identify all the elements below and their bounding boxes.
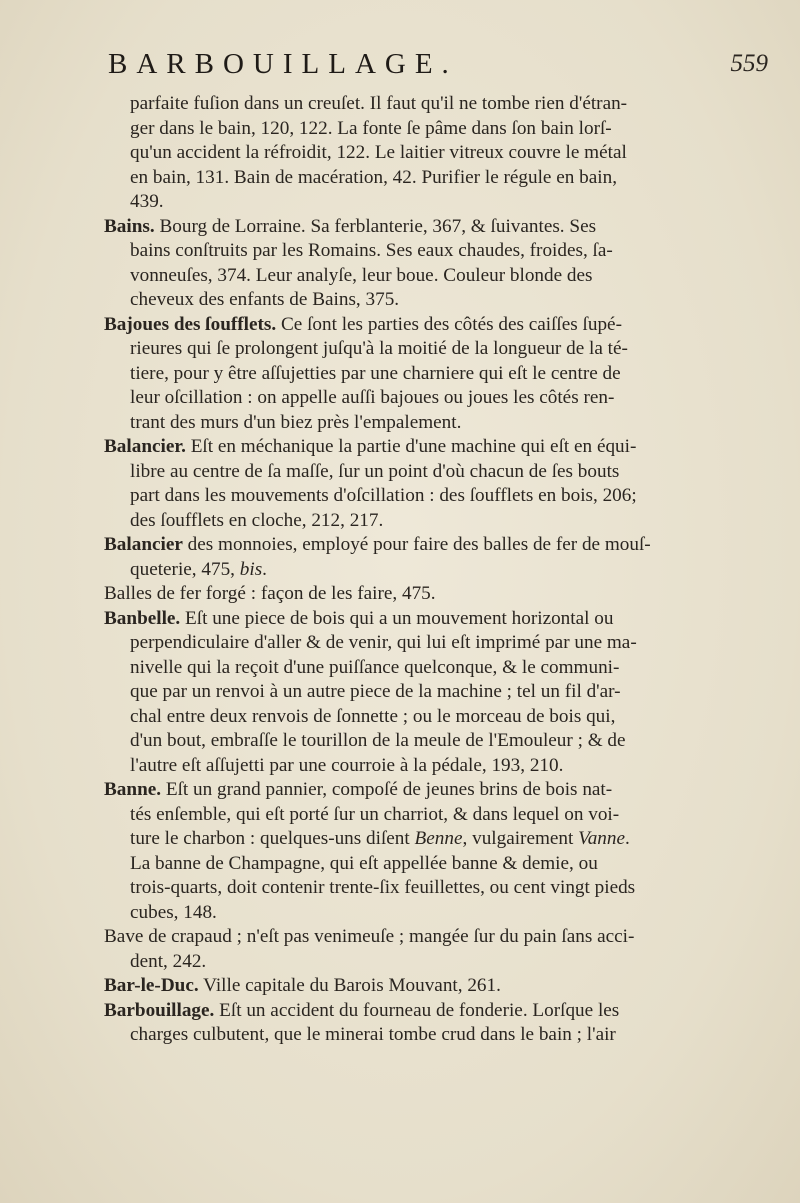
- text-run: qu'un accident la réfroidit, 122. Le laitier vitreux couvre le métal: [130, 142, 627, 163]
- text-line: [104, 974, 769, 999]
- text-line: [104, 582, 769, 607]
- entry-headword: Bajoues des ſoufflets.: [104, 313, 277, 335]
- text-run: .: [262, 558, 267, 580]
- text-line: [104, 827, 769, 852]
- text-run: parfaite fuſion dans un creuſet. Il faut qu'il ne tombe rien d'étran-: [130, 93, 628, 114]
- text-run: chal entre deux renvois de ſonnette ; ou le morceau de bois qui,: [130, 705, 616, 727]
- text-run: des monnoies, employé pour faire des balles de fer de mouſ-: [182, 534, 651, 555]
- text-run: en bain, 131. Bain de macération, 42. Purifier le régule en bain,: [130, 166, 617, 188]
- entry-headword: Bar-le-Duc.: [104, 975, 199, 996]
- text-line: [104, 778, 769, 803]
- text-run: Bave de crapaud ; n'eſt pas venimeuſe ; mangée ſur du pain ſans acci-: [104, 926, 635, 947]
- text-run: queterie, 475,: [130, 558, 240, 580]
- text-line: [104, 950, 769, 975]
- text-line: [104, 460, 769, 485]
- text-run: d'un bout, embraſſe le tourillon de la meule de l'Emouleur ; & de: [130, 730, 626, 751]
- text-run: .: [625, 828, 630, 849]
- text-line: [104, 631, 769, 656]
- text-line: [104, 705, 769, 730]
- text-line: [104, 313, 769, 338]
- text-line: [104, 166, 769, 191]
- text-line: [104, 288, 769, 313]
- text-run: rieures qui ſe prolongent juſqu'à la moitié de la longueur de la té-: [130, 338, 628, 359]
- text-line: [104, 215, 769, 240]
- page-number: 559: [730, 50, 768, 77]
- entry-headword: Balancier.: [104, 436, 186, 457]
- text-run: La banne de Champagne, qui eſt appellée banne & demie, ou: [130, 852, 598, 874]
- text-run: cubes, 148.: [130, 901, 217, 923]
- italic-term: Vanne: [578, 828, 626, 849]
- text-line: [104, 386, 769, 411]
- text-run: , vulgairement: [462, 828, 579, 849]
- text-run: charges culbutent, que le minerai tombe crud dans le bain ; l'air: [130, 1024, 616, 1045]
- entry-headword: Balancier: [104, 534, 183, 555]
- italic-term: bis: [239, 558, 263, 580]
- text-run: tiere, pour y être aſſujetties par une charniere qui eſt le centre de: [130, 362, 621, 384]
- text-line: [104, 754, 769, 779]
- text-line: [104, 117, 769, 142]
- text-line: [104, 999, 769, 1024]
- text-line: [104, 925, 769, 950]
- text-line: [104, 190, 769, 215]
- text-run: que par un renvoi à un autre piece de la machine ; tel un fil d'ar-: [130, 681, 621, 702]
- text-run: ger dans le bain, 120, 122. La fonte ſe pâme dans ſon bain lorſ-: [130, 117, 612, 139]
- text-line: [104, 876, 769, 901]
- text-run: libre au centre de ſa maſſe, ſur un point d'où chacun de ſes bouts: [130, 460, 620, 482]
- text-line: [104, 141, 769, 166]
- text-line: [104, 852, 769, 877]
- text-run: trant des murs d'un biez près l'empalement.: [130, 411, 462, 433]
- entry-headword: Banbelle.: [104, 607, 181, 629]
- text-line: [104, 362, 769, 387]
- text-run: Ville capitale du Barois Mouvant, 261.: [198, 975, 501, 996]
- text-run: leur oſcillation : on appelle auſſi bajoues ou joues les côtés ren-: [130, 387, 615, 408]
- text-line: [104, 901, 769, 926]
- entry-headword: Banne.: [104, 779, 162, 800]
- text-line: [104, 435, 769, 460]
- text-run: Eſt une piece de bois qui a un mouvement horizontal ou: [180, 607, 614, 629]
- text-run: Eſt un accident du fourneau de fonderie. Lorſque les: [214, 999, 620, 1021]
- text-run: nivelle qui la reçoit d'une puiſſance quelconque, & le communi-: [130, 656, 620, 678]
- text-run: tés enſemble, qui eſt porté ſur un charriot, & dans lequel on voi-: [130, 803, 620, 825]
- text-line: [104, 92, 769, 117]
- text-line: [104, 239, 769, 264]
- text-line: [104, 411, 769, 436]
- text-run: 439.: [130, 191, 164, 212]
- text-run: l'autre eſt aſſujetti par une courroie à la pédale, 193, 210.: [130, 754, 564, 776]
- text-line: [104, 729, 769, 754]
- text-line: [104, 533, 769, 558]
- text-run: Balles de fer forgé : façon de les faire, 475.: [104, 583, 436, 604]
- text-run: ture le charbon : quelques-uns diſent: [130, 828, 415, 849]
- text-line: [104, 264, 769, 289]
- text-run: Eſt un grand pannier, compoſé de jeunes brins de bois nat-: [161, 779, 613, 800]
- text-run: trois-quarts, doit contenir trente-ſix feuillettes, ou cent vingt pieds: [130, 877, 636, 898]
- text-line: [104, 337, 769, 362]
- text-line: [104, 680, 769, 705]
- text-line: [104, 1023, 769, 1048]
- text-run: Bourg de Lorraine. Sa ferblanterie, 367, & ſuivantes. Ses: [154, 215, 597, 237]
- text-run: dent, 242.: [130, 950, 207, 972]
- text-run: cheveux des enfants de Bains, 375.: [130, 289, 400, 310]
- text-run: part dans les mouvements d'oſcillation : des ſoufflets en bois, 206;: [130, 485, 637, 506]
- text-run: Eſt en méchanique la partie d'une machine qui eſt en équi-: [185, 436, 637, 457]
- text-run: des ſoufflets en cloche, 212, 217.: [130, 509, 384, 531]
- italic-term: Benne: [414, 828, 463, 849]
- text-line: [104, 656, 769, 681]
- text-line: [104, 484, 769, 509]
- text-run: perpendiculaire d'aller & de venir, qui lui eſt imprimé par une ma-: [130, 632, 637, 653]
- entry-headword: Bains.: [104, 215, 155, 237]
- text-line: [104, 509, 769, 534]
- index-text: [104, 92, 769, 1048]
- page-header: [108, 48, 768, 88]
- text-line: [104, 803, 769, 828]
- text-line: [104, 558, 769, 583]
- text-line: [104, 607, 769, 632]
- text-run: Ce ſont les parties des côtés des caiſſes ſupé-: [276, 313, 622, 335]
- text-run: bains conſtruits par les Romains. Ses eaux chaudes, froides, ſa-: [130, 240, 613, 261]
- running-head: BARBOUILLAGE.: [108, 48, 458, 80]
- text-run: vonneuſes, 374. Leur analyſe, leur boue. Couleur blonde des: [130, 264, 593, 286]
- entry-headword: Barbouillage.: [104, 999, 215, 1021]
